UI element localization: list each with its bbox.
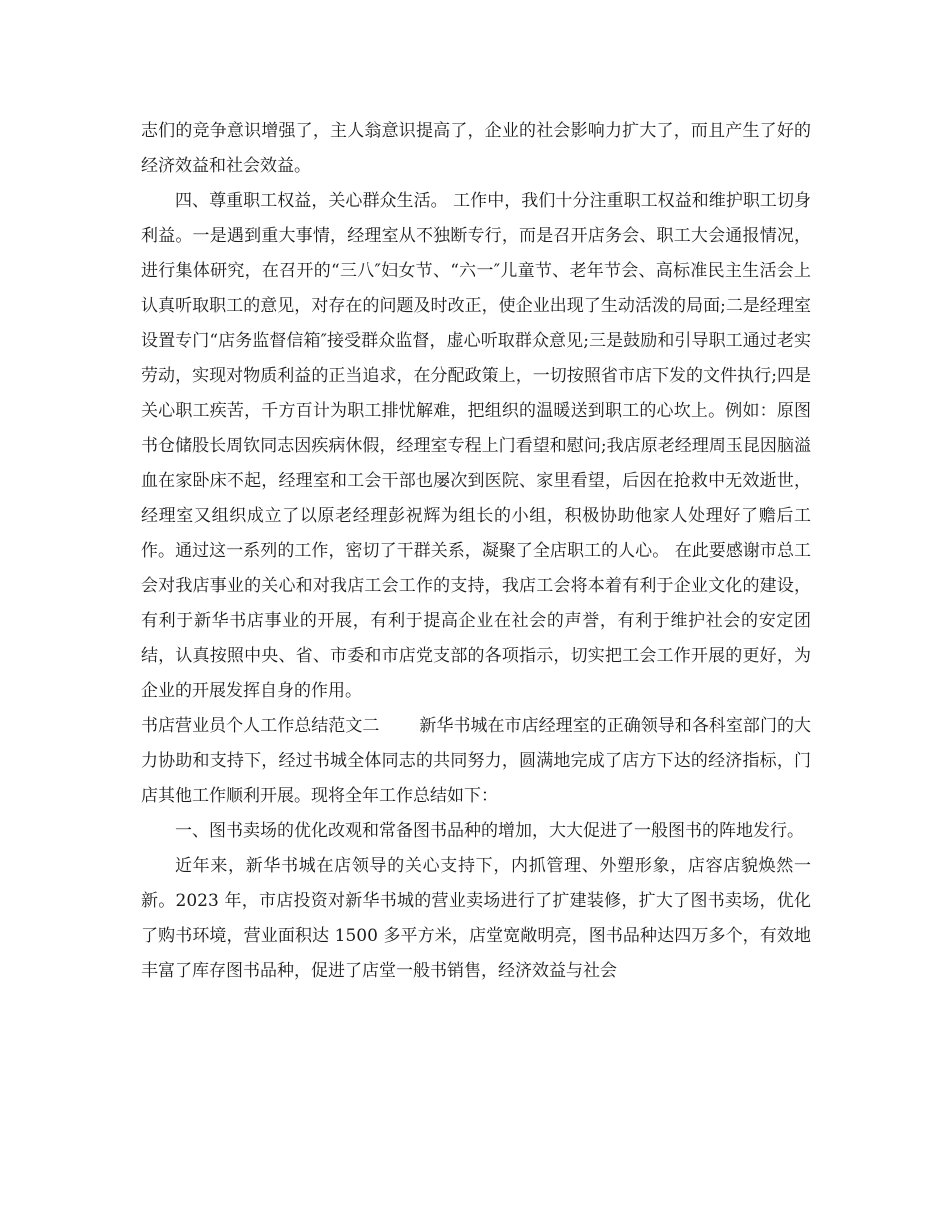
paragraph-recent-years: 近年来，新华书城在店领导的关心支持下，内抓管理、外塑形象，店容店貌焕然一新。2023 年，市店投资对新华书城的营业卖场进行了扩建装修，扩大了图书卖场，优化了购书环境，营业面积达 1500 多平方米，店堂宽敞明亮，图书品种达四万多个，有效地丰富了库存图书品种，促进了店堂一般书销售，经济效益与社会 xyxy=(141,856,811,981)
paragraph-article-two xyxy=(141,709,811,814)
document-page xyxy=(141,114,811,989)
article-two-heading: 书店营业员个人工作总结范文二 xyxy=(141,716,380,736)
article-two-intro: 新华书城在市店经理室的正确领导和各科室部门的大力协助和支持下，经过书城全体同志的共同努力，圆满地完成了店方下达的经济指标，门店其他工作顺利开展。现将全年工作总结如下： xyxy=(141,716,812,806)
paragraph-continuation: 志们的竞争意识增强了，主人翁意识提高了，企业的社会影响力扩大了，而且产生了好的经济效益和社会效益。 xyxy=(141,121,811,176)
paragraph-section-one: 一、图书卖场的优化改观和常备图书品种的增加，大大促进了一般图书的阵地发行。 xyxy=(175,821,804,841)
paragraph-section-four: 四、尊重职工权益，关心群众生活。 工作中，我们十分注重职工权益和维护职工切身利益。一是遇到重大事情，经理室从不独断专行，而是召开店务会、职工大会通报情况，进行集体研究，在召开的“三八″妇女节、“六一″儿童节、老年节会、高标准民主生活会上认真听取职工的意见，对存在的问题及时改正，使企业出现了生动活泼的局面;二是经理室设置专门“店务监督信箱″接受群众监督，虚心听取群众意见;三是鼓励和引导职工通过老实劳动，实现对物质利益的正当追求，在分配政策上，一切按照省市店下发的文件执行;四是关心职工疾苦，千方百计为职工排忧解难，把组织的温暖送到职工的心坎上。例如：原图书仓储股长周钦同志因疾病休假，经理室专程上门看望和慰问;我店原老经理周玉昆因脑溢血在家卧床不起，经理室和工会干部也屡次到医院、家里看望，后因在抢救中无效逝世，经理室又组织成立了以原老经理彭祝辉为组长的小组，积极协助他家人处理好了赡后工作。通过这一系列的工作，密切了干群关系，凝聚了全店职工的人心。 在此要感谢市总工会对我店事业的关心和对我店工会工作的支持，我店工会将本着有利于企业文化的建设，有利于新华书店事业的开展，有利于提高企业在社会的声誉，有利于维护社会的安定团结，认真按照中央、省、市委和市店党支部的各项指示，切实把工会工作开展的更好，为企业的开展发挥自身的作用。 xyxy=(141,191,811,701)
